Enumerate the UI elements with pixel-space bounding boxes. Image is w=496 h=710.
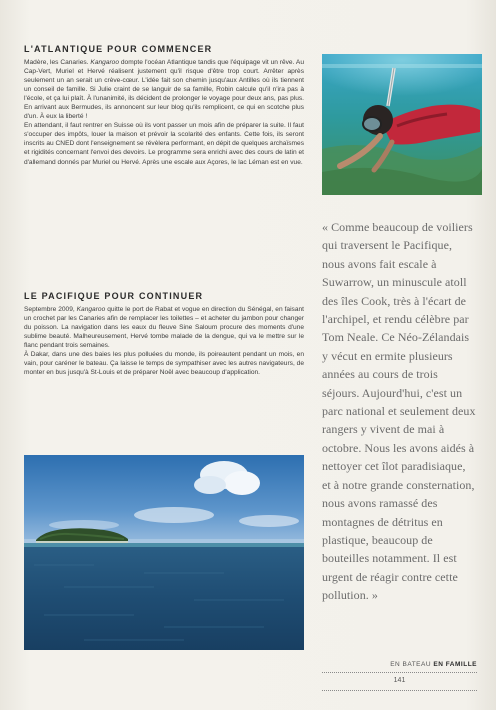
- snorkeling-photo: [322, 54, 482, 195]
- paragraph: Madère, les Canaries. Kangaroo dompte l'océan Atlantique tandis que l'équipage vit un rêve. Au Cap-Vert, Muriel et Hervé réalisent justement qu'il risque d'être trop court. Arrêter après seulement un an serait un crève-cœur. L'idée fait son chemin jusqu'aux Antilles où ils tiennent un conseil de famille. Si Julie craint de se languir de sa famille, Robin calcule qu'il n'ira pas à l'école, et ça lui plaît. À l'unanimité, ils décident de prolonger le voyage pour deux ans, pas plus. En arrivant aux Bermudes, ils annoncent sur leur blog qu'ils remplicent, ce qui en scotche plus d'un. À eux la liberté !: [24, 59, 304, 121]
- pull-quote: « Comme beaucoup de voiliers qui traversent le Pacifique, nous avons fait escale à Suwarrow, un minuscule atoll des îles Cook, très à l'écart de l'archipel, et rendu célèbre par Tom Neale. Ce Néo-Zélandais y vécut en ermite plusieurs années au cours de trois séjours. Aujourd'hui, c'est un parc national et seulement deux rangers y vivent de mai à octobre. Nous les avons aidés à nettoyer cet îlot paradisiaque, et à notre grande consternation, nous avons ramassé des montagnes de détritus en plastique, beaucoup de bouteilles notamment. Il est urgent de réagir contre cette pollution. »: [322, 220, 476, 603]
- magazine-section-label: EN BATEAU EN FAMILLE: [390, 661, 477, 668]
- paragraph: À Dakar, dans une des baies les plus polluées du monde, ils poireautent pendant un mois, en vain, pour caréner le bateau. Ça laisse le temps de sympathiser avec les autres navigateurs, de monter en bus jusqu'à St-Louis et de préparer Noël avec beaucoup d'application.: [24, 351, 304, 377]
- paragraph: En attendant, il faut rentrer en Suisse où ils vont passer un mois afin de préparer la suite. Il faut s'occuper des impôts, louer la maison et prévoir la scolarité des enfants. Cette fois, ils seront inscrits au CNED dont l'enseignement se révèlera performant, en dépit de quelques archaïsmes et rigidités concernant l'envoi des devoirs. Le programme sera enrichi avec des cours de latin et d'allemand donnés par Muriel ou Hervé. Après une escale aux Açores, le lac Léman est en vue.: [24, 122, 304, 166]
- paragraph: Septembre 2009, Kangaroo quitte le port de Rabat et vogue en direction du Sénégal, en faisant un crochet par les Canaries afin de remplacer les toilettes – et acheter du jambon pour changer du poisson. La navigation dans les eaux du fleuve Sine Saloum procure des moments d'une sublime beauté. Malheureusement, Hervé tombe malade de la dengue, qui va le mettre sur le flanc pendant trois semaines.: [24, 306, 304, 350]
- snorkeler-image: [322, 54, 482, 195]
- island-photo: [24, 455, 304, 650]
- footer-divider: [322, 690, 477, 691]
- footer-divider: [322, 672, 477, 673]
- island-image: [24, 455, 304, 650]
- section-atlantique-text: [24, 58, 304, 167]
- page-number: 141: [393, 677, 406, 684]
- section-heading-atlantique: L'ATLANTIQUE POUR COMMENCER: [24, 44, 213, 54]
- section-heading-pacifique: LE PACIFIQUE POUR CONTINUER: [24, 291, 204, 301]
- section-pacifique-text: [24, 305, 304, 377]
